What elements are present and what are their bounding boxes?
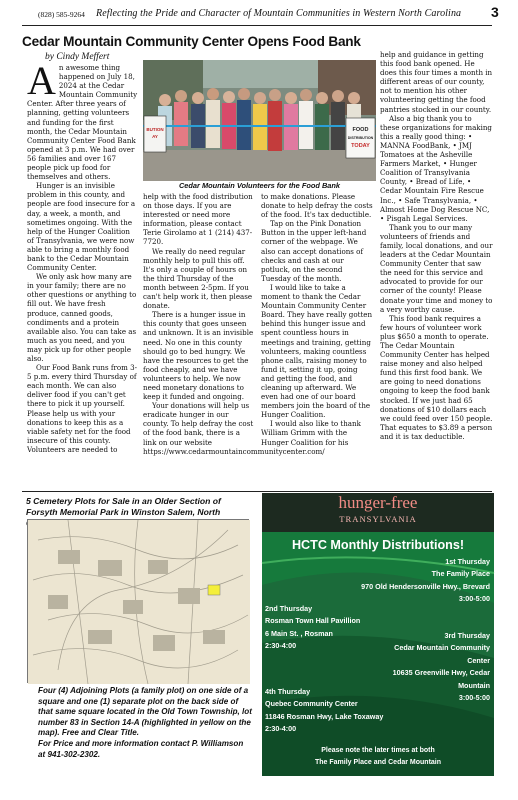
cemetery-ad-title-line: 5 Cemetery Plots for Sale in an Older Section of <box>26 496 221 506</box>
food-distribution-sign <box>346 126 375 150</box>
article-paragraph: to make donations. Please donate to help defray the costs of the food. It's tax deductible. <box>261 192 373 220</box>
drop-cap: A <box>27 58 56 103</box>
article-column-4 <box>380 50 493 489</box>
article-byline: by Cindy Meffert <box>45 52 110 62</box>
sign-line: FOOD <box>352 127 369 133</box>
header-tagline: Reflecting the Pride and Character of Mountain Communities in Western North Carolina <box>96 8 462 19</box>
volunteers-photo <box>143 60 376 181</box>
article-paragraph: Also a big thank you to these organizations for making this a really good thing: • MANNA FoodBank, • JMJ Tomatoes at the Asheville Farmers Market, • Hunger Coalition of Transylvania County, • Bread of Life, • Cedar Mountain Fire Rescue Inc., • Safe Transylvania, • Almost Home Dog Rescue NC, • Pisgah Legal Services. <box>380 113 492 223</box>
article-column-3 <box>261 192 373 489</box>
article-paragraph: There is a hunger issue in this county that goes unseen and unknown. It is an invisible need. No one in this county should go to bed hungry. We have the resources to get the food cheaply, and we have volunteers to help. We now need monetary donations to keep it funded and ongoing. <box>143 310 254 402</box>
article-paragraph: help and guidance in getting this food bank opened. He does this four times a month in different areas of our county, not to mention his other volunteering getting the food pantries stocked in our county. <box>380 50 493 114</box>
cemetery-ad-description <box>24 686 252 760</box>
left-sign-text: BUTION AY <box>146 127 164 139</box>
brand-name: hunger-free <box>338 493 418 512</box>
cemetery-ad-contact: For Price and more information contact P. Williamson at 941-302-2302. <box>38 738 244 759</box>
distribution-stop-1: 1st Thursday The Family Place 970 Old Hendersonville Hwy., Brevard 3:00-5:00 <box>361 557 490 604</box>
article-paragraph: Our Food Bank runs from 3-5 p.m. every third Thursday of each month. We can also deliver food if you can't get there to pick it up yourself. Please help us with your donations to keep this as a viable safety net for the food insecure of this county. Volunteers are needed to <box>27 363 138 454</box>
article-paragraph: Tap on the Pink Donation Button in the upper left-hand corner of the webpage. We also can accept donations of checks and cash at our potluck, on the second Tuesday of the month. <box>261 219 367 283</box>
page-header <box>0 0 518 30</box>
article-paragraph: help with the food distribution on those days. If you are interested or need more information, please contact Terie Girolamo at 1 (214) 437-7720. <box>143 192 253 247</box>
hunger-free-logo <box>262 493 494 532</box>
cemetery-ad-title-line: Forsyth Memorial Park in Winston Salem, North <box>26 507 221 517</box>
cemetery-ad-body: Four (4) Adjoining Plots (a family plot) on one side of a square and one (1) separate plot on the back side of that same square located in the Old Town Township, lot number 83 in Section 14-A (highlighted in yellow on the map). Free and Clear Title. <box>38 686 252 738</box>
article-column-1 <box>27 58 139 489</box>
article-headline: Cedar Mountain Community Center Opens Food Bank <box>22 34 361 49</box>
hunger-free-ad <box>262 493 494 776</box>
article-paragraph: An awesome thing happened on July 18, 2024 at the Cedar Mountain Community Center. After three years of planning, getting volunteers and funding for the first month, the Cedar Mountain Community Center Food Bank opened at 3 p.m. We had over 56 families and over 167 people pick up food for themselves and others. <box>27 58 138 182</box>
sign-line: TODAY <box>351 143 370 149</box>
page-number: 3 <box>491 4 499 20</box>
article-paragraph: We only ask how many are in your family; there are no other questions or anything to fill out. We have fresh produce, canned goods, condiments and a protein available also. You can take as much as you need, and you may pick up for other people also. <box>27 272 137 363</box>
photo-caption: Cedar Mountain Volunteers for the Food Bank <box>178 181 341 190</box>
article-paragraph: This food bank requires a few hours of volunteer work plus $650 a month to operate. The Cedar Mountain Community Center has helped raise money and also helped fund this first food bank. We are going to need donations ongoing to keep the food bank stocked. If we just had 65 donations of $10 dollars each we could feed over 150 people. That equates to $3.89 a person and it is tax deductible. <box>380 313 493 441</box>
cemetery-plots-ad <box>22 493 254 776</box>
article-paragraph: I would also like to thank William Grimm with the Hunger Coalition for his <box>261 419 361 447</box>
article-paragraph: We really do need regular monthly help to pull this off. It's only a couple of hours on the third Thursday of the month between 2-5pm. If you can't help work it, then please donate. <box>143 246 253 311</box>
article-paragraph: Thank you to our many volunteers of friends and family, local donations, and our leaders at the Cedar Mountain Community Center that saw the need for this service and advocated to provide for our corner of the county! Please donate your time and money to a very worthy cause. <box>380 222 493 314</box>
cemetery-map-image <box>27 519 249 683</box>
distribution-stop-3: 3rd Thursday Cedar Mountain Community Center 10635 Greenville Hwy, Cedar Mountain 3:00-5:00 <box>392 631 490 703</box>
brand-subtitle: TRANSYLVANIA <box>339 514 417 524</box>
sign-line: DISTRIBUTION <box>347 136 374 140</box>
article-paragraph: Your donations will help us eradicate hunger in our county. To help defray the cost of the food bank, there is a link on our website https://www.cedarmountaincommunitycenter.com/ <box>143 401 325 456</box>
distributions-title: HCTC Monthly Distributions! <box>291 538 465 552</box>
header-phone: (828) 585-9264 <box>38 10 85 19</box>
later-times-note: Please note the later times at both The Family Place and Cedar Mountain <box>314 747 442 766</box>
distribution-stop-2: 2nd Thursday Rosman Town Hall Pavillion 6 Main St. , Rosman 2:30-4:00 <box>265 604 361 651</box>
section-divider <box>22 491 492 492</box>
header-rule <box>22 25 492 26</box>
distribution-stop-4: 4th Thursday Quebec Community Center 11846 Rosman Hwy, Lake Toxaway 2:30-4:00 <box>265 687 384 734</box>
article-paragraph: I would like to take a moment to thank the Cedar Mountain Community Center Board. They have really gotten behind this hunger issue and spent countless hours in meetings and training, getting volunteers, making countless phone calls, raising money to fund it, setting it up, going and getting the food, and cleaning up afterward. We even had one of our board members join the board of the Hunger Coalition. <box>261 282 373 420</box>
article-paragraph: Hunger is an invisible problem in this county, and people are food insecure for a day, a week, a month, and sometimes ongoing. With the help of the Hunger Coalition of Transylvania, we were now able to bring a monthly food bank to the Cedar Mountain Community Center. <box>27 181 136 273</box>
